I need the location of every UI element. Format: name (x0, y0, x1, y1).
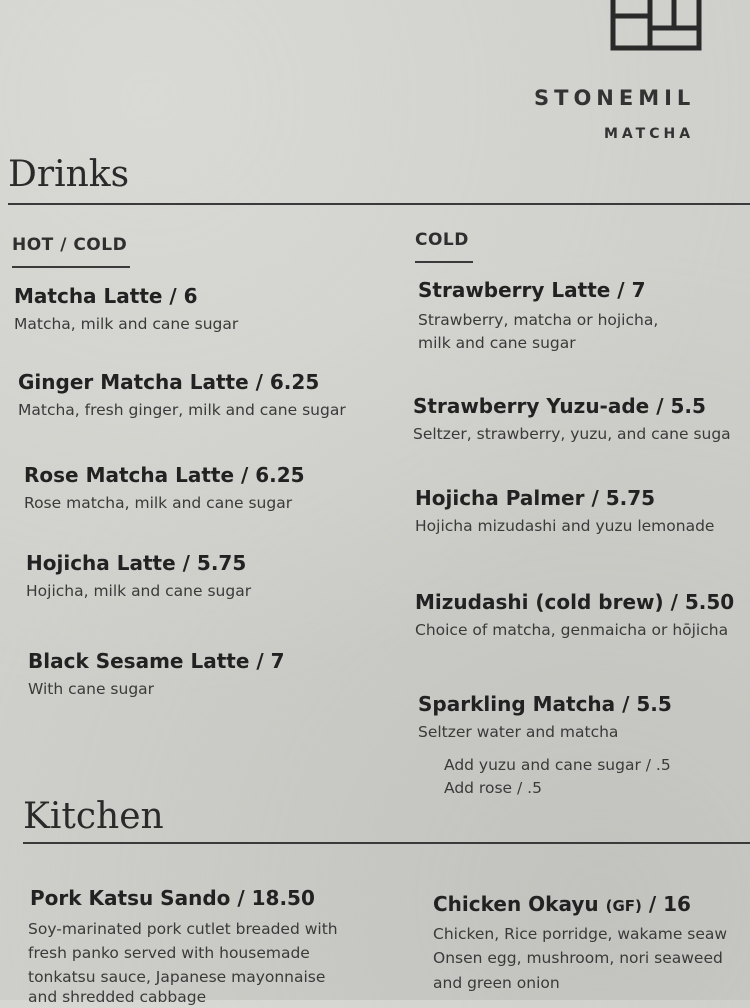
hot-cold-underline (12, 266, 130, 268)
cold-heading: COLD (415, 230, 469, 250)
menu-item-price: / 16 (648, 892, 691, 916)
menu-item-desc: Onsen egg, mushroom, nori seaweed (433, 949, 723, 967)
menu-item-name: Pork Katsu Sando / 18.50 (30, 886, 315, 910)
brand-sub: MATCHA (604, 126, 695, 142)
menu-item-desc: Seltzer water and matcha (418, 723, 619, 741)
menu-item-desc: Choice of matcha, genmaicha or hōjicha (415, 621, 729, 639)
menu-item-desc: Strawberry, matcha or hojicha, (418, 311, 659, 329)
menu-item-desc: milk and cane sugar (418, 334, 576, 352)
menu-item-desc: Hojicha, milk and cane sugar (26, 582, 252, 600)
menu-item-desc: Rose matcha, milk and cane sugar (24, 494, 293, 512)
menu-item-desc: Soy-marinated pork cutlet breaded with (28, 920, 338, 938)
menu-item-name: Sparkling Matcha / 5.5 (418, 692, 672, 716)
menu-item-name: Matcha Latte / 6 (14, 284, 198, 308)
addon-item: Add rose / .5 (444, 779, 542, 797)
menu-item-name: Black Sesame Latte / 7 (28, 649, 285, 673)
menu-item-desc: Matcha, fresh ginger, milk and cane sugar (18, 401, 346, 419)
menu-item-name-main: Chicken Okayu (433, 892, 599, 916)
drinks-divider (8, 203, 750, 205)
menu-item-name: Strawberry Latte / 7 (418, 278, 646, 302)
menu-item-name: Strawberry Yuzu-ade / 5.5 (413, 394, 706, 418)
stonemill-logo-icon (610, 0, 702, 52)
cold-underline (415, 261, 473, 263)
menu-item-name: Hojicha Palmer / 5.75 (415, 486, 656, 510)
kitchen-title: Kitchen (23, 796, 164, 837)
menu-item-desc: tonkatsu sauce, Japanese mayonnaise (28, 968, 326, 986)
addon-item: Add yuzu and cane sugar / .5 (444, 756, 671, 774)
menu-item-desc: Chicken, Rice porridge, wakame seaw (433, 925, 728, 943)
menu-item-desc: and green onion (433, 974, 560, 992)
hot-cold-heading: HOT / COLD (12, 235, 128, 255)
menu-item-name: Ginger Matcha Latte / 6.25 (18, 370, 320, 394)
menu-item-desc: and shredded cabbage (28, 988, 207, 1006)
menu-item-desc: Matcha, milk and cane sugar (14, 315, 239, 333)
brand-name: STONEMIL (534, 86, 696, 110)
gluten-free-tag: (GF) (605, 897, 642, 915)
menu-item-name (433, 892, 691, 916)
menu-item-name: Hojicha Latte / 5.75 (26, 551, 247, 575)
menu-item-name: Rose Matcha Latte / 6.25 (24, 463, 305, 487)
menu-item-name: Mizudashi (cold brew) / 5.50 (415, 590, 735, 614)
kitchen-divider (23, 842, 750, 844)
menu-item-desc: Hojicha mizudashi and yuzu lemonade (415, 517, 715, 535)
menu-item-desc: Seltzer, strawberry, yuzu, and cane suga (413, 425, 731, 443)
menu-item-desc: With cane sugar (28, 680, 155, 698)
menu-item-desc: fresh panko served with housemade (28, 944, 310, 962)
drinks-title: Drinks (8, 154, 130, 195)
